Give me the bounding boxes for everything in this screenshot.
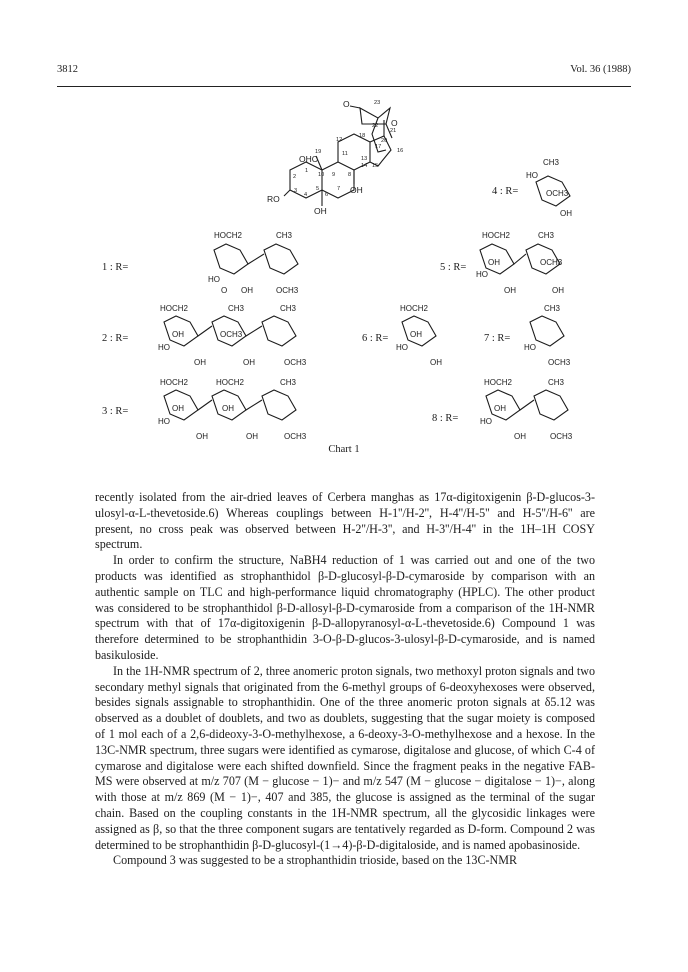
atom-number: 11 <box>342 151 348 157</box>
oh-label: OH <box>246 432 258 441</box>
oh-14-label: OH <box>350 185 363 195</box>
ho-label: HO <box>526 171 538 180</box>
oh-label: OH <box>196 432 208 441</box>
atom-number: 10 <box>318 172 325 178</box>
ho-label: HO <box>476 270 488 279</box>
atom-number: 22 <box>372 123 379 129</box>
oh-label: OH <box>488 258 500 267</box>
paragraph: recently isolated from the air-dried leaves of Cerbera manghas as 17α-digitoxigenin β-D-glucos-3-ulosyl-α-L-thevetoside.6) Whereas couplings between H-1''/H-2'', H-4''/H-5'' and H-5''/H-6'' are present, no cross peak was observed between H-2''/H-3'', and H-3''/H-4'' in the 1H–1H COSY spectrum. <box>95 490 595 552</box>
oh-label: OH <box>560 209 572 218</box>
journal-volume: Vol. 36 (1988) <box>570 64 631 75</box>
oh-label: OH <box>410 330 422 339</box>
paragraph: In order to confirm the structure, NaBH4 reduction of 1 was carried out and one of the two products was identified as strophanthidol β-D-glucosyl-β-D-cymaroside by comparison with an authentic sample on TLC and high-performance liquid chromatography (HPLC). The other product was considered to be strophanthidol β-D-allosyl-β-D-cymaroside from a comparison of the 1H-NMR spectrum with that of 17α-digitoxigenin β-D-allopyranosyl-α-L-thevetoside.6) Compound 1 was therefore determined to be strophanthidin 3-O-β-D-glucos-3-ulosyl-β-D-cymaroside, and is named basikuloside. <box>95 553 595 662</box>
atom-number: 20 <box>381 138 388 144</box>
och3-label: OCH3 <box>284 432 307 441</box>
r-label-8: 8 : R= <box>432 413 459 424</box>
r-label-7: 7 : R= <box>484 333 511 344</box>
ho-label: HO <box>480 417 492 426</box>
oh-label: OH <box>504 286 516 295</box>
body-text <box>95 490 595 869</box>
atom-number: 14 <box>361 163 368 169</box>
atom-number: 12 <box>336 137 343 143</box>
atom-number: 17 <box>375 144 382 150</box>
och3-label: OCH3 <box>548 358 571 367</box>
o-label: O <box>221 286 228 295</box>
atom-number: 2 <box>293 174 297 180</box>
oh-label: OH <box>494 404 506 413</box>
ro-label: RO <box>267 194 280 204</box>
paragraph: Compound 3 was suggested to be a strophanthidin trioside, based on the 13C-NMR <box>113 853 518 868</box>
hoch2-label: HOCH2 <box>400 304 429 313</box>
hoch2-label: HOCH2 <box>484 378 513 387</box>
r-label-5: 5 : R= <box>440 262 467 273</box>
oh-5-label: OH <box>314 206 327 216</box>
ch3-label: CH3 <box>280 304 297 313</box>
och3-label: OCH3 <box>550 432 573 441</box>
atom-number: 13 <box>361 156 368 162</box>
ho-label: HO <box>158 417 170 426</box>
atom-number: 21 <box>390 128 397 134</box>
ho-label: HO <box>524 343 536 352</box>
atom-number: 5 <box>316 186 320 192</box>
chart-caption: Chart 1 <box>328 444 360 455</box>
och3-label: OCH3 <box>540 258 563 267</box>
r-label-2: 2 : R= <box>102 333 129 344</box>
ch3-label: CH3 <box>544 304 561 313</box>
atom-number: 6 <box>325 192 329 198</box>
r-label-4: 4 : R= <box>492 186 519 197</box>
chemical-structures-chart <box>0 96 688 442</box>
r-label-1: 1 : R= <box>102 262 129 273</box>
och3-label: OCH3 <box>220 330 243 339</box>
oh-label: OH <box>194 358 206 367</box>
ch3-label: CH3 <box>276 231 293 240</box>
oh-label: OH <box>172 330 184 339</box>
hoch2-label: HOCH2 <box>214 231 243 240</box>
page-number: 3812 <box>57 64 78 75</box>
hoch2-label: HOCH2 <box>160 378 189 387</box>
atom-number: 19 <box>315 149 322 155</box>
paragraph: In the 1H-NMR spectrum of 2, three anomeric proton signals, two methoxyl proton signals and two secondary methyl signals that originated from the 6-methyl groups of 6-deoxyhexoses were observed, besides signals assignable to strophanthidin. One of the three anomeric proton signals at δ5.12 was observed as a doublet of doublets, and two as doublets, suggesting that the sugar moiety is composed of 1 mol each of a 2,6-dideoxy-3-O-methylhexose, a 6-deoxy-3-O-methylhexose and a hexose. In the 13C-NMR spectrum, three sugars were identified as cymarose, digitalose and glucose, of which C-4 of cymarose and digitalose were each shifted downfield. Since the fragment peaks in the negative FAB-MS were observed at m/z 707 (M − glucose − 1)− and m/z 547 (M − glucose − digitalose − 1)−, along with those at m/z 869 (M − 1)−, 407 and 385, the glucose is assigned as the terminal of the sugar chain. Based on the coupling constants in the 1H-NMR spectrum, all the glycosidic linkages were assigned as β, so that the three component sugars are tentatively regarded as D-form. Compound 2 was determined to be strophanthidin β-D-glucosyl-(1→4)-β-D-digitaloside, and is named apobasinoside. <box>95 663 595 852</box>
hoch2-label: HOCH2 <box>216 378 245 387</box>
atom-number: 16 <box>397 148 404 154</box>
ho-label: HO <box>208 275 220 284</box>
atom-number: 7 <box>337 186 341 192</box>
hoch2-label: HOCH2 <box>160 304 189 313</box>
oh-label: OH <box>552 286 564 295</box>
ch3-label: CH3 <box>228 304 245 313</box>
ho-label: HO <box>158 343 170 352</box>
oh-label: OH <box>430 358 442 367</box>
atom-number: 3 <box>294 188 298 194</box>
ho-label: HO <box>396 343 408 352</box>
header-rule <box>57 86 631 87</box>
och3-label: OCH3 <box>546 189 569 198</box>
oh-label: OH <box>243 358 255 367</box>
lactone-o-label: O <box>391 118 398 128</box>
oh-label: OH <box>172 404 184 413</box>
ohc-label: OHC <box>299 154 318 164</box>
hoch2-label: HOCH2 <box>482 231 511 240</box>
atom-number: 9 <box>332 172 336 178</box>
r-label-3: 3 : R= <box>102 406 129 417</box>
ch3-label: CH3 <box>548 378 565 387</box>
carbonyl-o-label: O <box>343 99 350 109</box>
och3-label: OCH3 <box>276 286 299 295</box>
atom-number: 4 <box>304 192 308 198</box>
ch3-label: CH3 <box>538 231 555 240</box>
oh-label: OH <box>222 404 234 413</box>
atom-number: 23 <box>374 100 381 106</box>
r-label-6: 6 : R= <box>362 333 389 344</box>
atom-number: 18 <box>359 133 366 139</box>
och3-label: OCH3 <box>284 358 307 367</box>
oh-label: OH <box>514 432 526 441</box>
atom-number: 1 <box>305 168 309 174</box>
ch3-label: CH3 <box>280 378 297 387</box>
atom-number: 8 <box>348 172 352 178</box>
ch3-label: CH3 <box>543 158 560 167</box>
atom-number: 15 <box>372 163 379 169</box>
oh-label: OH <box>241 286 253 295</box>
